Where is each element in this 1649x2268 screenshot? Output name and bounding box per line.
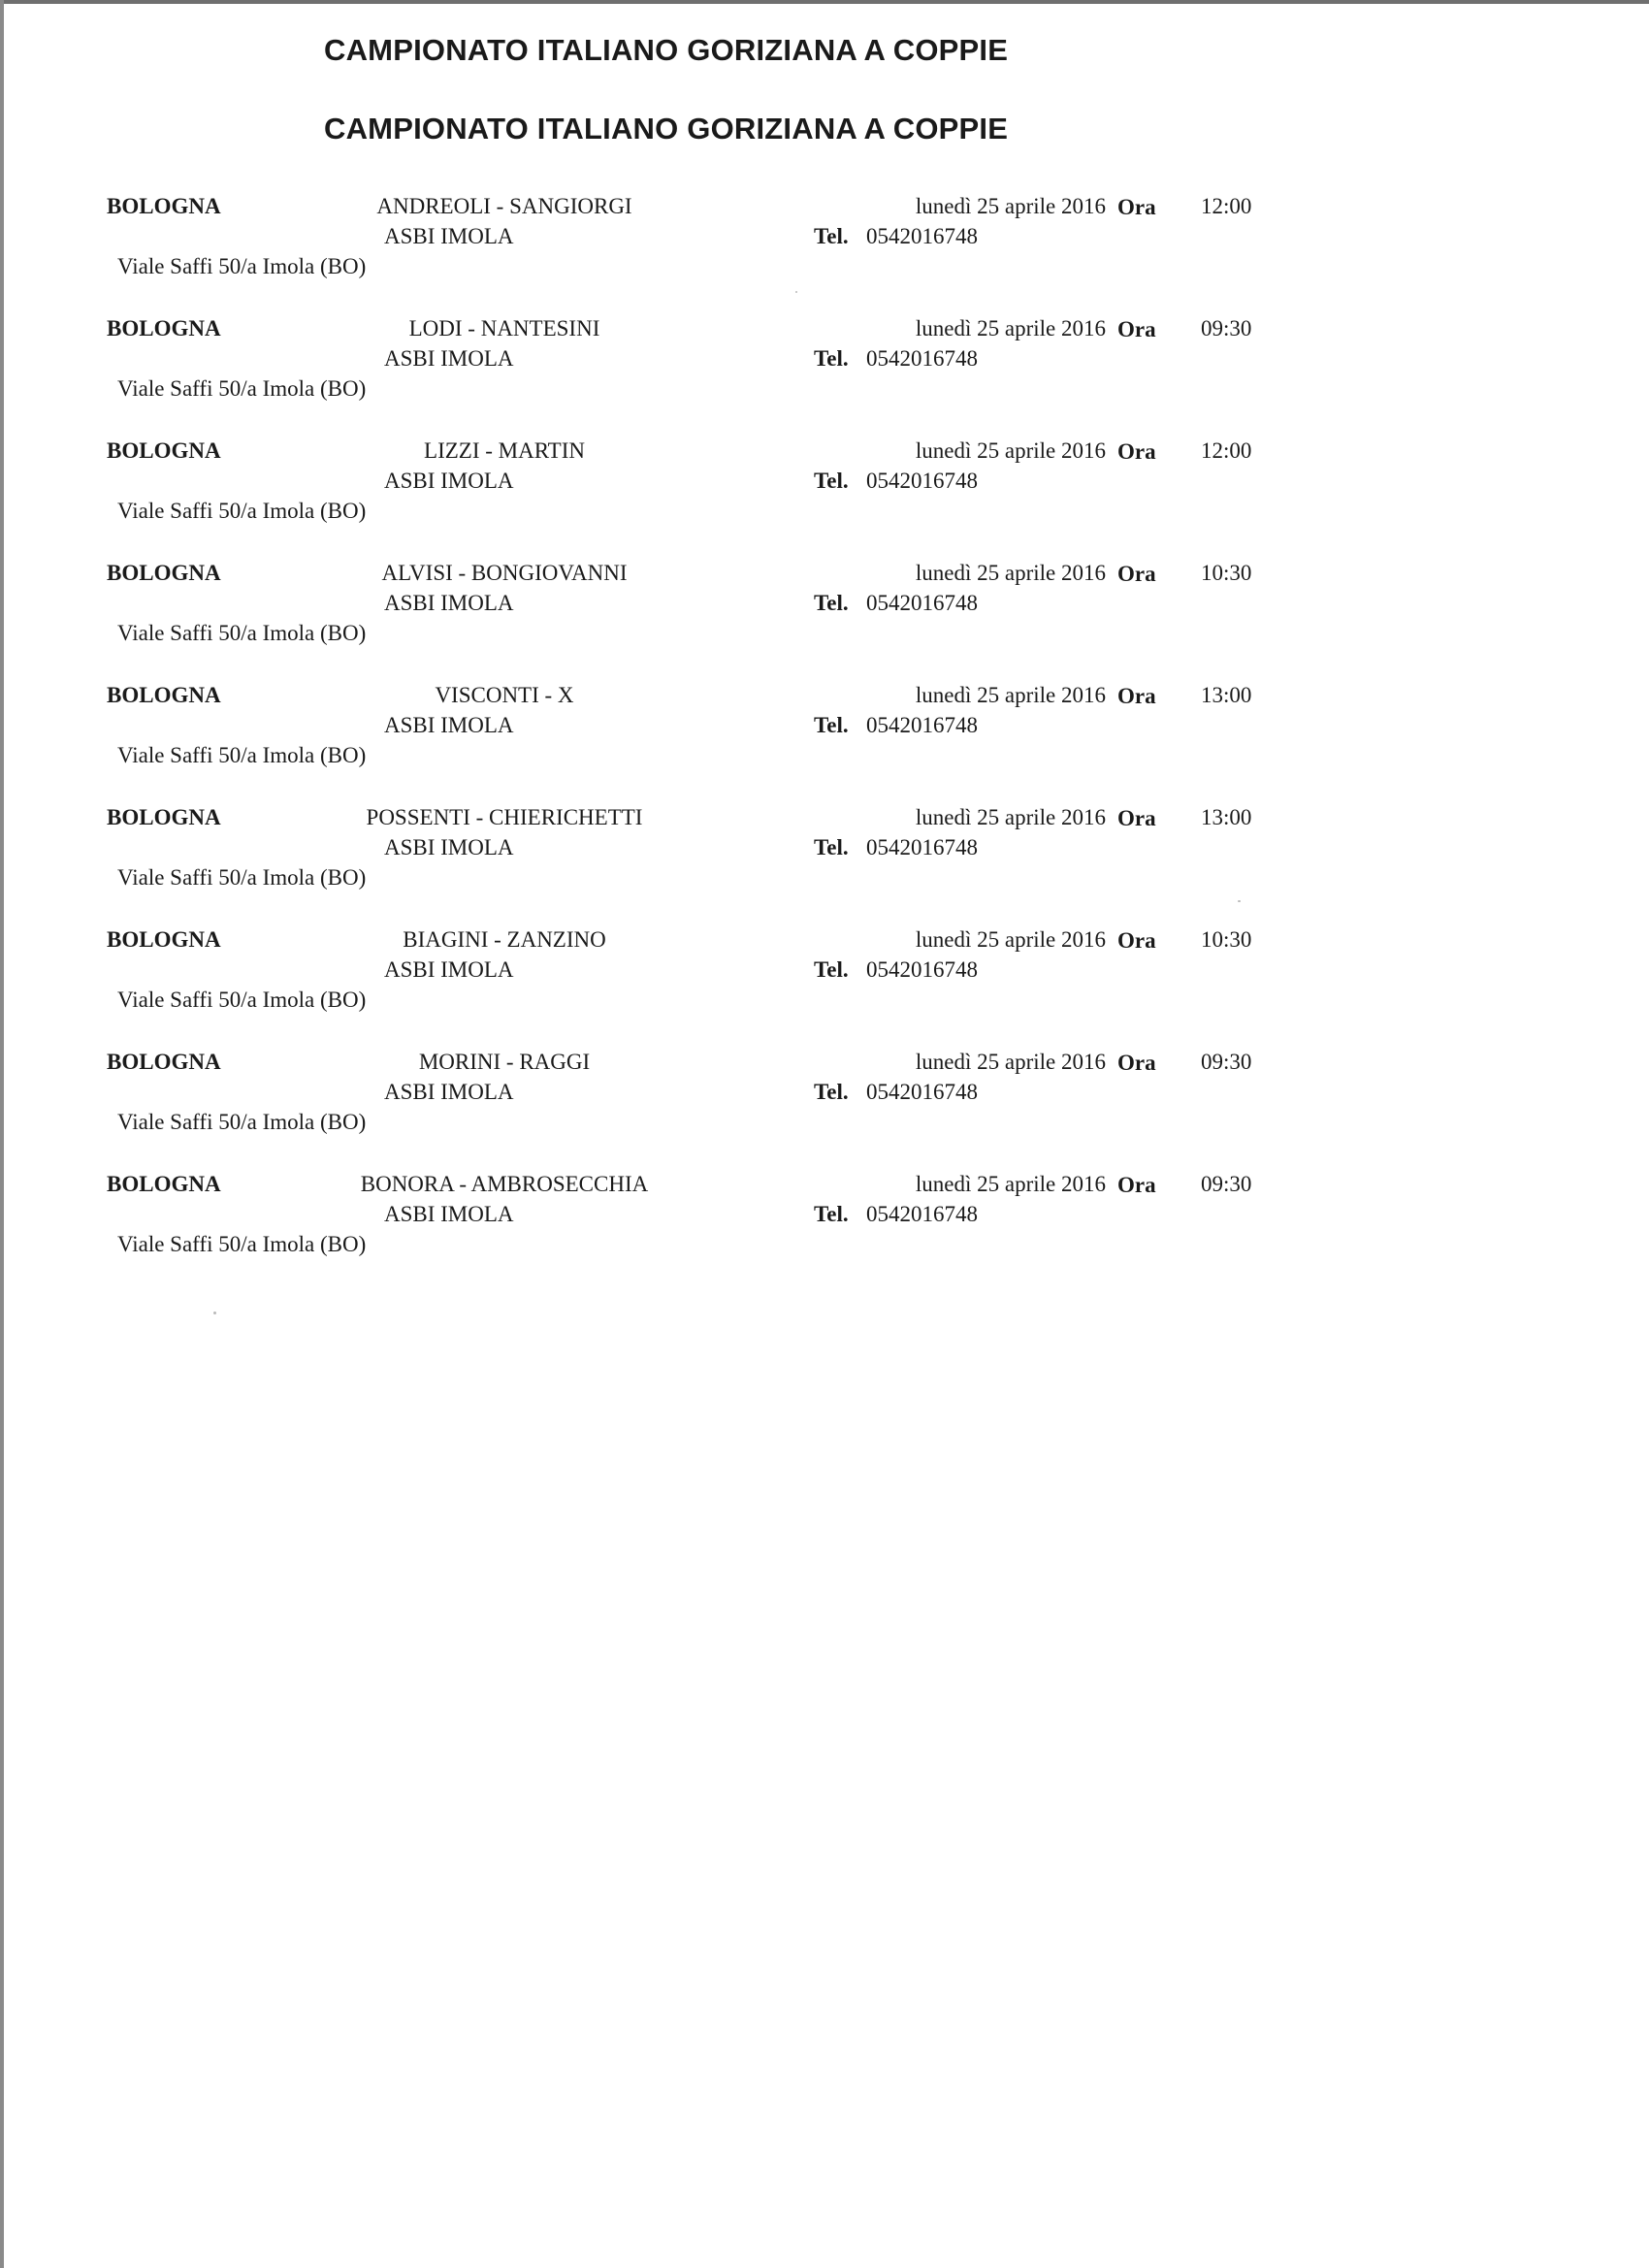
entry-club: ASBI IMOLA <box>384 835 514 859</box>
entry-date: lunedì 25 aprile 2016 <box>915 561 1106 585</box>
entry-ora-label: Ora <box>1117 928 1156 953</box>
entry-date: lunedì 25 aprile 2016 <box>915 1172 1106 1196</box>
entry-phone: 0542016748 <box>866 1080 978 1104</box>
entry-city: BOLOGNA <box>107 927 221 952</box>
entry-players: MORINI - RAGGI <box>418 1050 591 1074</box>
entry-time: 09:30 <box>1201 1172 1252 1196</box>
entry-tel-label: Tel. <box>814 835 849 859</box>
entry-city: BOLOGNA <box>107 1172 221 1196</box>
entry-date: lunedì 25 aprile 2016 <box>915 1050 1106 1074</box>
scan-top-edge <box>0 0 1649 4</box>
entry-club: ASBI IMOLA <box>384 957 514 982</box>
scan-speck <box>213 1312 216 1314</box>
entry-date: lunedì 25 aprile 2016 <box>915 683 1106 707</box>
entry-club: ASBI IMOLA <box>384 591 514 615</box>
entry-tel-label: Tel. <box>814 469 849 493</box>
entry-phone: 0542016748 <box>866 591 978 615</box>
match-entry <box>0 925 1649 1048</box>
entry-city: BOLOGNA <box>107 561 221 585</box>
entry-players: VISCONTI - X <box>435 683 574 707</box>
entry-time: 12:00 <box>1201 438 1252 463</box>
match-entry <box>0 437 1649 559</box>
entry-tel-label: Tel. <box>814 713 849 737</box>
entry-time: 09:30 <box>1201 1050 1252 1074</box>
entry-tel-label: Tel. <box>814 224 849 248</box>
match-entry <box>0 803 1649 925</box>
entry-date: lunedì 25 aprile 2016 <box>915 316 1106 340</box>
entry-address: Viale Saffi 50/a Imola (BO) <box>117 865 367 890</box>
entry-phone: 0542016748 <box>866 1202 978 1226</box>
entry-ora-label: Ora <box>1117 684 1156 708</box>
entry-players: BIAGINI - ZANZINO <box>403 927 606 952</box>
scan-speck <box>1238 900 1241 902</box>
entry-date: lunedì 25 aprile 2016 <box>915 194 1106 218</box>
document-title-repeat: CAMPIONATO ITALIANO GORIZIANA A COPPIE <box>324 112 1009 146</box>
entry-phone: 0542016748 <box>866 835 978 859</box>
entry-address: Viale Saffi 50/a Imola (BO) <box>117 1232 367 1256</box>
entry-city: BOLOGNA <box>107 316 221 340</box>
entry-date: lunedì 25 aprile 2016 <box>915 927 1106 952</box>
entry-phone: 0542016748 <box>866 957 978 982</box>
entry-ora-label: Ora <box>1117 439 1156 464</box>
entry-date: lunedì 25 aprile 2016 <box>915 805 1106 829</box>
entry-city: BOLOGNA <box>107 805 221 829</box>
entry-tel-label: Tel. <box>814 1080 849 1104</box>
entry-tel-label: Tel. <box>814 346 849 371</box>
entry-ora-label: Ora <box>1117 317 1156 341</box>
match-entry <box>0 192 1649 314</box>
entry-phone: 0542016748 <box>866 224 978 248</box>
entry-city: BOLOGNA <box>107 438 221 463</box>
match-entry <box>0 314 1649 437</box>
entry-players: LODI - NANTESINI <box>408 316 600 340</box>
entry-phone: 0542016748 <box>866 713 978 737</box>
entry-city: BOLOGNA <box>107 1050 221 1074</box>
entry-address: Viale Saffi 50/a Imola (BO) <box>117 621 367 645</box>
entry-time: 10:30 <box>1201 927 1252 952</box>
document-title: CAMPIONATO ITALIANO GORIZIANA A COPPIE <box>324 33 1009 67</box>
entry-club: ASBI IMOLA <box>384 1080 514 1104</box>
entry-club: ASBI IMOLA <box>384 346 514 371</box>
entry-club: ASBI IMOLA <box>384 713 514 737</box>
entry-address: Viale Saffi 50/a Imola (BO) <box>117 743 367 767</box>
entry-ora-label: Ora <box>1117 195 1156 219</box>
entry-tel-label: Tel. <box>814 1202 849 1226</box>
match-entry <box>0 559 1649 681</box>
entry-address: Viale Saffi 50/a Imola (BO) <box>117 254 367 278</box>
entry-phone: 0542016748 <box>866 346 978 371</box>
entry-ora-label: Ora <box>1117 1051 1156 1075</box>
entry-ora-label: Ora <box>1117 806 1156 830</box>
entry-players: LIZZI - MARTIN <box>424 438 585 463</box>
match-entry <box>0 681 1649 803</box>
entry-players: BONORA - AMBROSECCHIA <box>360 1172 649 1196</box>
entry-time: 09:30 <box>1201 316 1252 340</box>
entry-address: Viale Saffi 50/a Imola (BO) <box>117 988 367 1012</box>
entry-address: Viale Saffi 50/a Imola (BO) <box>117 499 367 523</box>
entry-tel-label: Tel. <box>814 957 849 982</box>
entry-tel-label: Tel. <box>814 591 849 615</box>
match-list <box>0 192 1649 1292</box>
entry-time: 10:30 <box>1201 561 1252 585</box>
entry-players: ANDREOLI - SANGIORGI <box>376 194 632 218</box>
entry-address: Viale Saffi 50/a Imola (BO) <box>117 376 367 401</box>
scan-speck <box>795 291 797 293</box>
entry-phone: 0542016748 <box>866 469 978 493</box>
entry-ora-label: Ora <box>1117 1173 1156 1197</box>
entry-time: 13:00 <box>1201 805 1252 829</box>
entry-time: 12:00 <box>1201 194 1252 218</box>
entry-city: BOLOGNA <box>107 683 221 707</box>
match-entry <box>0 1048 1649 1170</box>
entry-players: POSSENTI - CHIERICHETTI <box>366 805 643 829</box>
entry-time: 13:00 <box>1201 683 1252 707</box>
entry-players: ALVISI - BONGIOVANNI <box>381 561 628 585</box>
entry-club: ASBI IMOLA <box>384 224 514 248</box>
entry-ora-label: Ora <box>1117 562 1156 586</box>
entry-club: ASBI IMOLA <box>384 1202 514 1226</box>
match-entry <box>0 1170 1649 1292</box>
entry-address: Viale Saffi 50/a Imola (BO) <box>117 1110 367 1134</box>
entry-date: lunedì 25 aprile 2016 <box>915 438 1106 463</box>
entry-club: ASBI IMOLA <box>384 469 514 493</box>
entry-city: BOLOGNA <box>107 194 221 218</box>
